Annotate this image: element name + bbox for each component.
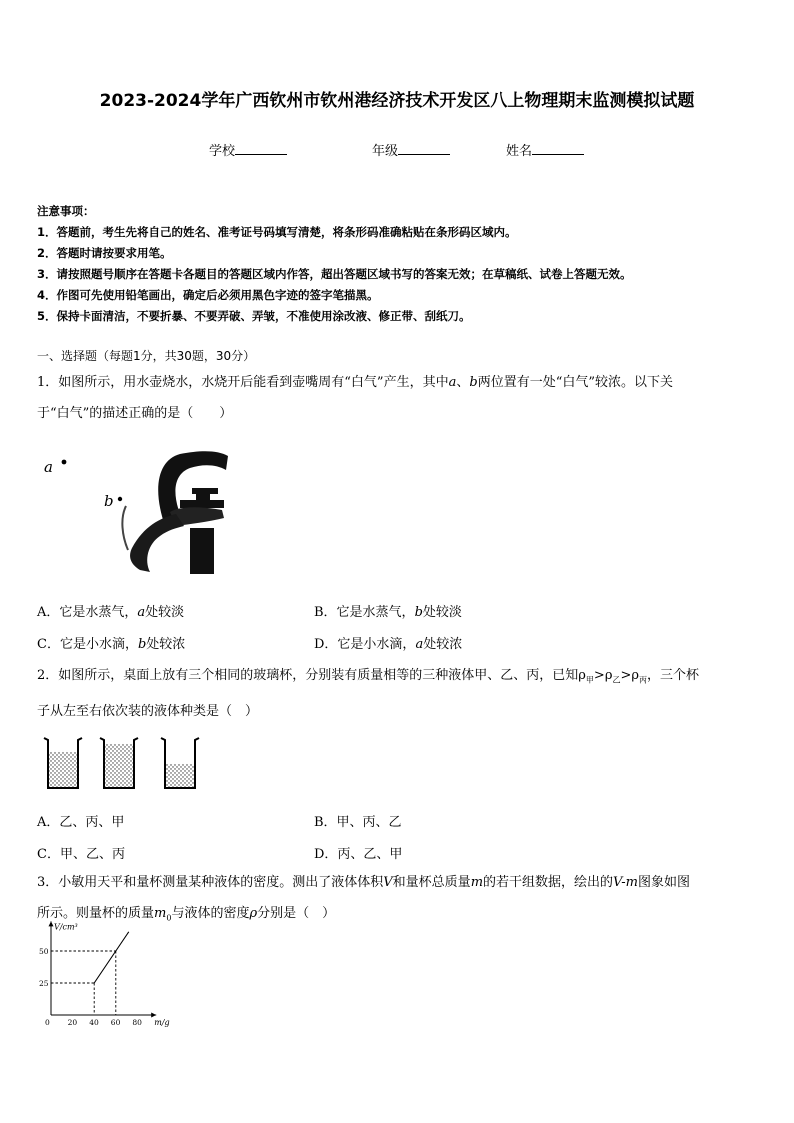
school-field (209, 140, 287, 159)
series-line (94, 932, 129, 983)
text: 与液体的密度 (171, 906, 250, 921)
x-axis-label: m/g (154, 1018, 170, 1027)
question-1-line-1 (37, 367, 759, 398)
option-text: A．它是水蒸气， (37, 605, 138, 620)
text: 1．如图所示，用水壶烧水，水烧开后能看到壶嘴周有“白气”产生，其中 (37, 375, 449, 390)
subscript: 乙 (612, 675, 621, 685)
note-item: 3．请按照题号顺序在答题卡各题目的答题区域内作答，超出答题区域书写的答案无效；在草稿纸、试卷上答题无效。 (37, 267, 632, 281)
text: 两位置有一处“白气”较浓。以下关 (477, 375, 673, 390)
option-var: a (137, 605, 146, 620)
note-item: 5．保持卡面清洁，不要折暴、不要弄破、弄皱，不准使用涂改液、修正带、刮纸刀。 (37, 309, 471, 323)
x-tick-label: 40 (89, 1018, 99, 1027)
question-3-line-1 (37, 867, 759, 898)
beaker-right (161, 738, 199, 788)
x-tick-label: 0 (45, 1018, 50, 1027)
text: 所示。则量杯的质量 (37, 906, 155, 921)
question-2 (37, 660, 759, 727)
q1-option-a[interactable] (37, 601, 184, 620)
text: 分别是（ ） (257, 906, 336, 921)
x-axis-arrow (151, 1013, 156, 1018)
y-axis-label: V/cm³ (54, 922, 78, 932)
option-text: 处较淡 (145, 605, 185, 620)
kettle-base (190, 528, 214, 574)
option-text: 处较淡 (422, 605, 462, 620)
x-tick-label: 80 (132, 1018, 142, 1027)
var-Vm: V-m (613, 875, 638, 890)
grade-label: 年级 (372, 144, 399, 159)
q2-option-c[interactable]: C．甲、乙、丙 (37, 847, 125, 862)
subscript: 0 (166, 913, 172, 923)
kettle-figure (40, 448, 230, 576)
var-m0: m (154, 906, 167, 921)
text: ，三个杯 (647, 668, 700, 683)
text: 和量杯总质量 (392, 875, 471, 890)
q2-option-b[interactable]: B．甲、丙、乙 (314, 815, 402, 830)
vm-chart (30, 922, 170, 1028)
text: >ρ (593, 668, 613, 683)
question-2-line-1 (37, 660, 759, 696)
grade-blank[interactable] (398, 142, 450, 155)
text: >ρ (620, 668, 640, 683)
beaker-left (44, 738, 82, 788)
kettle-lid (180, 488, 224, 508)
option-text: B．它是水蒸气， (314, 605, 415, 620)
x-tick-label: 60 (110, 1018, 121, 1027)
kettle-steam (122, 506, 128, 550)
beakers-figure (42, 736, 202, 792)
text: 、 (456, 375, 470, 390)
option-text: C．它是小水滴， (37, 637, 138, 652)
q1-option-d[interactable] (314, 633, 462, 652)
question-1 (37, 367, 759, 429)
var-m: m (470, 875, 484, 890)
name-blank[interactable] (532, 142, 584, 155)
note-item: 4．作图可先使用铅笔画出，确定后必须用黑色字迹的签字笔描黑。 (37, 288, 379, 302)
y-tick-label: 25 (39, 979, 49, 988)
school-blank[interactable] (235, 142, 287, 155)
q2-option-a[interactable]: A．乙、丙、甲 (37, 815, 125, 830)
kettle-label-a: a (44, 458, 53, 476)
question-1-line-2: 于“白气”的描述正确的是（ ） (37, 406, 233, 421)
note-item: 2．答题时请按要求用笔。 (37, 246, 172, 260)
option-var: b (414, 605, 423, 620)
q2-option-d[interactable]: D．丙、乙、甲 (314, 847, 403, 862)
note-item: 1．答题前，考生先将自己的姓名、准考证号码填写清楚，将条形码准确粘贴在条形码区域内。 (37, 225, 517, 239)
var-rho: ρ (249, 906, 258, 921)
text: 2．如图所示，桌面上放有三个相同的玻璃杯，分别装有质量相等的三种液体甲、乙、丙，已知ρ (37, 668, 586, 683)
option-text: 处较浓 (423, 637, 463, 652)
option-var: a (415, 637, 424, 652)
var-a: a (448, 375, 457, 390)
kettle-label-b: b (104, 492, 114, 510)
q1-option-b[interactable] (314, 601, 462, 620)
option-text: 处较浓 (146, 637, 186, 652)
option-text: D．它是小水滴， (314, 637, 416, 652)
question-2-line-2: 子从左至右依次装的液体种类是（ ） (37, 703, 259, 719)
notes-heading: 注意事项： (37, 204, 95, 218)
var-b: b (469, 375, 478, 390)
school-label: 学校 (209, 144, 236, 159)
name-field (506, 140, 584, 159)
kettle-point-b (118, 497, 122, 501)
name-label: 姓名 (506, 144, 533, 159)
question-3 (37, 867, 759, 934)
section-heading: 一、选择题（每题1分，共30题，30分） (37, 349, 256, 363)
beaker-middle (100, 738, 138, 788)
var-V: V (383, 875, 393, 890)
text: 图象如图 (637, 875, 690, 890)
kettle-point-a (62, 460, 67, 465)
y-tick-label: 50 (39, 947, 49, 956)
grade-field (372, 140, 450, 159)
option-var: b (137, 637, 147, 652)
subscript: 甲 (585, 675, 594, 685)
page-title: 2023-2024学年广西钦州市钦州港经济技术开发区八上物理期末监测模拟试题 (99, 91, 695, 111)
subscript: 丙 (639, 675, 648, 685)
x-tick-label: 20 (67, 1018, 78, 1027)
text: 的若干组数据，绘出的 (483, 875, 614, 890)
text: 3．小敏用天平和量杯测量某种液体的密度。测出了液体体积 (37, 875, 384, 890)
notes-block (37, 201, 767, 327)
q1-option-c[interactable] (37, 633, 185, 652)
kettle-spout (130, 514, 184, 572)
